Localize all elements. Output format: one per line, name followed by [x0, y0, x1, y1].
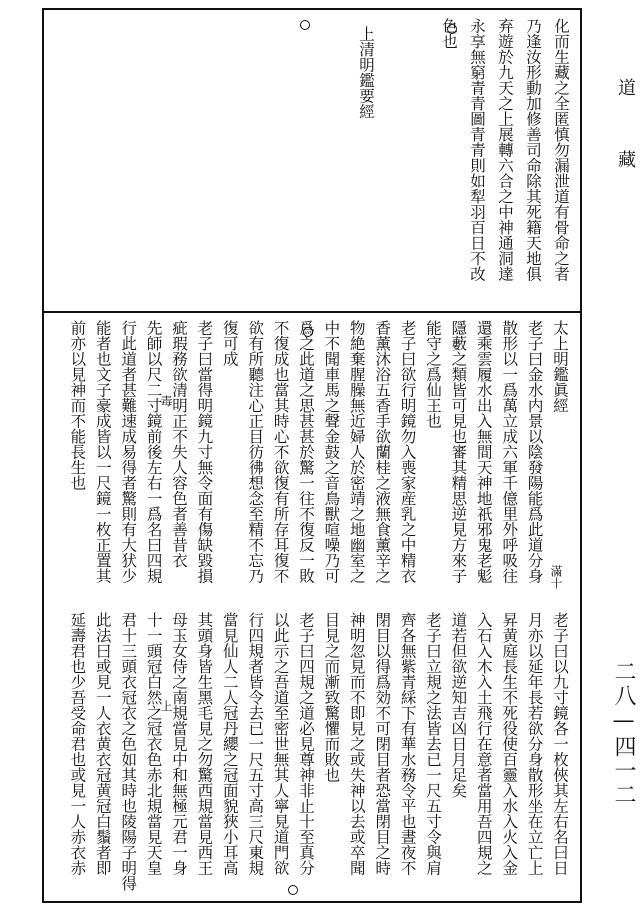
text-column: 行四規者皆令去已一尺五寸高三尺東規: [246, 612, 265, 876]
section-circle-mark: [300, 20, 310, 30]
text-column: 以此示之吾道至密世無其人寧見道門欲: [271, 612, 290, 876]
text-column: 香薰沐浴五香手欲蘭桂之液無食薰辛之: [373, 320, 392, 584]
text-column: 母玉女侍之南規當見中和無極元君一身: [170, 612, 188, 876]
text-column: 化而生藏之全匿慎勿漏泄道有骨命之者: [552, 18, 570, 282]
text-column: 疵瑕務欲清明正不失人容色者善昔衣: [170, 320, 188, 568]
section-circle-mark: [447, 24, 457, 34]
page-number: 二八—四一二: [611, 660, 636, 807]
text-column: 月亦以延年長若欲分身散形坐在立亡上: [525, 612, 544, 876]
text-column: 還乘雲履水出入無間天神地祇邪鬼老鬽: [474, 320, 493, 584]
text-column: 君十三頭衣冠衣之色如其時也陵陽子明得: [119, 612, 138, 891]
text-column: 齊各無紫青綵下有華水務令平也晝夜不: [398, 612, 417, 876]
text-column: 延壽君也少吾受命君也或見一人赤衣赤: [68, 612, 87, 876]
margin-marker: 毒: [159, 395, 173, 407]
text-column: 永享無窮青青圖青青則如犁羽百日不改: [468, 18, 486, 282]
text-column: 能守之爲仙王也: [424, 320, 442, 429]
text-column: 太上明鑑眞經: [551, 320, 569, 413]
text-column: 散形以一爲萬立成六軍千億里外呼吸往: [500, 320, 519, 584]
text-column: 不復成也當其時心不欲復有所存耳復不: [271, 320, 290, 584]
text-column: 欲有所聽注心正目彷彿想念至精不忘乃: [246, 320, 265, 584]
side-label-zang: 藏: [615, 150, 636, 168]
text-column: 上清明鑑要經: [357, 26, 375, 119]
text-column: 此法曰或見一人衣黄衣冠黄冠白鬚者即: [93, 612, 112, 876]
text-column: 能者也文子豪成皆以一尺鏡一枚正置其: [93, 320, 112, 584]
text-column: 弃遊於九天之上展轉六合之中神通洞達: [496, 18, 514, 282]
side-label-dao: 道: [615, 78, 636, 96]
text-column: 神明忽見而不即見之或失神以去或卒聞: [347, 612, 366, 876]
text-column: 物絶棄腥臊無近婦人於密靖之地幽室之: [347, 320, 366, 584]
text-column: 老子曰立規之法皆去已一尺五寸令與肩: [424, 612, 442, 876]
text-column: 老子曰當得明鏡九寸無令面有傷缺毀損: [195, 320, 214, 584]
margin-marker: 滿十: [549, 565, 563, 589]
text-column: 目見之而漸致驚懼而敗也: [322, 612, 341, 783]
section-divider: [42, 311, 582, 313]
text-column: 老子曰四規之道必見尊神非止十至真分: [297, 612, 315, 876]
text-column: 入石入木入土飛行在意者當用吾四規之: [474, 612, 493, 876]
text-column: 中不聞車馬之聲金鼓之音鳥獸喧噪乃可: [322, 320, 341, 584]
text-column: 老子曰欲行明鏡勿入喪家産乳之中精衣: [398, 320, 417, 584]
text-column: 老子曰金水内景以陰發陽能爲此道分身: [525, 320, 544, 584]
text-column: 復可成: [220, 320, 239, 367]
text-column: 先師以尺二寸鏡前後左右一爲名曰四規: [144, 320, 163, 584]
text-column: 前亦以見神而不能長生也: [68, 320, 87, 491]
section-circle-mark: [288, 885, 298, 895]
text-column: 老子曰以九寸鏡各一枚俠其左右名曰日: [551, 612, 569, 876]
text-column: 爲之此道之思甚甚於驚一往不復反一敗: [297, 320, 315, 584]
text-column: 當見仙人二人冠丹纓之冠面貌狹小耳高: [220, 612, 239, 876]
text-column: 隱藪之類皆可見也審其精思逆見方來子: [449, 320, 468, 584]
text-column: 其頭身皆生黑毛見之勿驚西規當見西王: [195, 612, 214, 876]
text-column: 昇黄庭長生不死役使百靈入水入火入金: [500, 612, 519, 876]
text-column: 乃逢汝形動加修善司命除其死籍天地俱: [524, 18, 542, 282]
text-column: 道若但欲逆知吉凶日月足矣: [449, 612, 468, 798]
text-column: 行此道者甚難速成易得者驚則有大犾少: [119, 320, 138, 584]
text-column: 閉目以得爲効不可閉目者恐當閉目之時: [373, 612, 392, 876]
text-column: 色也: [440, 18, 458, 49]
text-column: 十一頭冠白然之冠衣色赤北規當見天皇: [144, 612, 163, 876]
margin-marker: 上: [159, 700, 173, 712]
section-circle-mark: [303, 327, 313, 337]
